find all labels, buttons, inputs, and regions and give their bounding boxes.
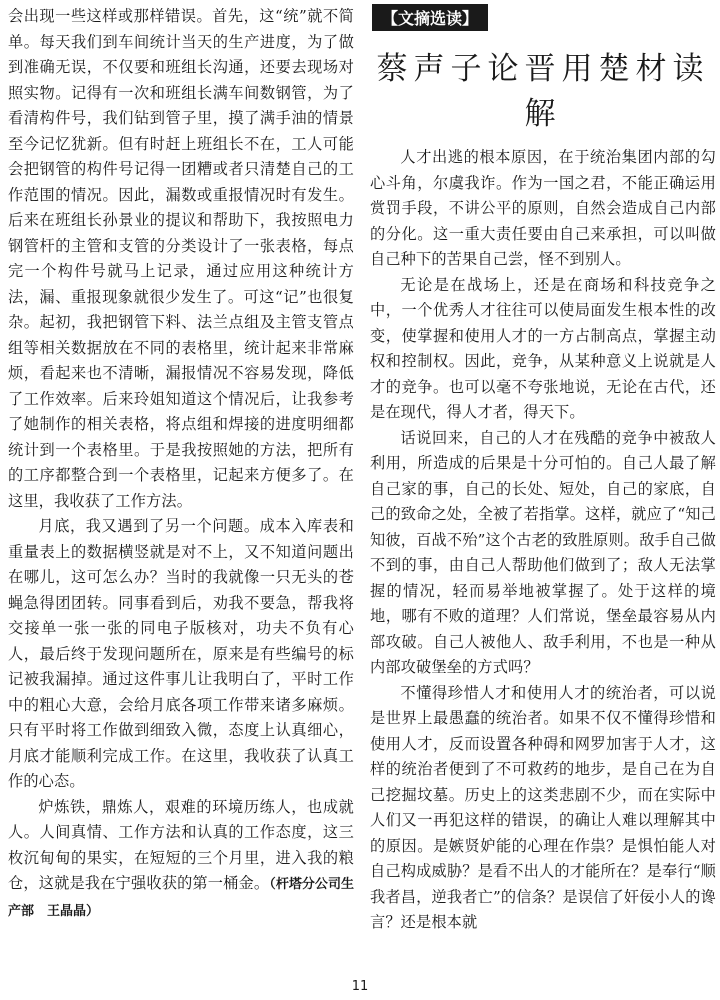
right-paragraph-1: 人才出逃的根本原因，在于统治集团内部的勾心斗角，尔虞我诈。作为一国之君，不能正确运用赏罚手段，不讲公平的原则，自然会造成自己内部的分化。这一重大责任要由自己来承担，可以叫做自己种下的苦果自己尝，怪不到别人。 (370, 148, 716, 268)
left-paragraph-2: 月底，我又遇到了另一个问题。成本入库表和重量表上的数据横竖就是对不上，又不知道问题出在哪儿，这可怎么办？当时的我就像一只无头的苍蝇急得团团转。同事看到后，劝我不要急，帮我将交接单一张一张的同电子版核对，功夫不负有心人，最后终于发现问题所在，原来是有些编号的标记被我漏掉。通过这件事儿让我明白了，平时工作中的粗心大意，会给月底各项工作带来诸多麻烦。只有平时将工作做到细致入微，态度上认真细心，月底才能顺利完成工作。在这里，我收获了认真工作的心态。 (8, 517, 354, 790)
right-paragraph-3: 话说回来，自己的人才在残酷的竞争中被敌人利用，所造成的后果是十分可怕的。自己人最了解自己家的事，自己的长处、短处，自己的家底，自己的致命之处，全被了若指掌。这样，就应了“知己知彼，百战不殆”这个古老的致胜原则。敌手自己做不到的事，由自己人帮助他们做到了；敌人无法掌握的情况，轻而易举地被掌握了。处于这样的境地，哪有不败的道理？人们常说，堡垒最容易从内部攻破。自己人被他人、敌手利用，不也是一种从内部攻破堡垒的方式吗？ (370, 428, 716, 676)
author-signature: （杆塔分公司生产部 王晶晶） (8, 877, 354, 919)
left-paragraph-3 (8, 795, 354, 925)
left-column (8, 4, 354, 924)
page-number: 11 (351, 979, 369, 994)
article-title: 蔡声子论晋用楚材读解 (376, 51, 710, 132)
right-paragraph-4: 不懂得珍惜人才和使用人才的统治者，可以说是世界上最愚蠢的统治者。如果不仅不懂得珍惜和使用人才，反而设置各种碍和网罗加害于人才，这样的统治者便到了不可救药的地步，是自己在为自己挖掘坟墓。历史上的这类悲剧不少，而在实际中人们又一再犯这样的错误，的确让人难以理解其中的原因。是嫉贤妒能的心理在作祟？是惧怕能人对自己构成威胁？是看不出人的才能所在？是奉行“顺我者昌，逆我者亡”的信条？是误信了奸佞小人的谗言？还是根本就 (370, 683, 716, 931)
right-column (370, 4, 716, 936)
right-paragraph-2: 无论是在战场上，还是在商场和科技竞争之中，一个优秀人才往往可以使局面发生根本性的改变，使掌握和使用人才的一方占制高点，掌握主动权和控制权。因此，竞争，从某种意义上说就是人才的竞争。也可以毫不夸张地说，无论在古代，还是在现代，得人才者，得天下。 (370, 275, 716, 421)
section-tag: 【文摘选读】 (372, 4, 488, 31)
left-paragraph-1: 会出现一些这样或那样错误。首先，这“统”就不简单。每天我们到车间统计当天的生产进度，为了做到准确无误，不仅要和班组长沟通，还要去现场对照实物。记得有一次和班组长满车间数钢管，为了看清构件号，我们钻到管子里，摸了满手油的情景至今记忆犹新。但有时赶上班组长不在，工人可能会把钢管的构件号记得一团糟或者只清楚自己的工作范围的情况。因此，漏数或重报情况时有发生。后来在班组长孙景业的提议和帮助下，我按照电力钢管杆的主管和支管的分类设计了一张表格，每点完一个构件号就马上记录，通过应用这种统计方法，漏、重报现象就很少发生了。可这“记”也很复杂。起初，我把钢管下料、法兰点组及主管支管点组等相关数据放在不同的表格里，统计起来非常麻烦，看起来也不清晰，漏报情况不容易发现，降低了工作效率。后来玲姐知道这个情况后，让我参考了她制作的相关表格，将点组和焊接的进度明细都统计到一个表格里。于是我按照她的方法，把所有的工序都整合到一个表格里，记起来方便多了。在这里，我收获了工作方法。 (8, 7, 354, 510)
left-paragraph-3-text: 炉炼铁，鼎炼人，艰难的环境历练人，也成就人。人间真情、工作方法和认真的工作态度，这三枚沉甸甸的果实，在短短的三个月里，进入我的粮仓，这就是我在宁强收获的第一桶金。 (8, 797, 354, 892)
